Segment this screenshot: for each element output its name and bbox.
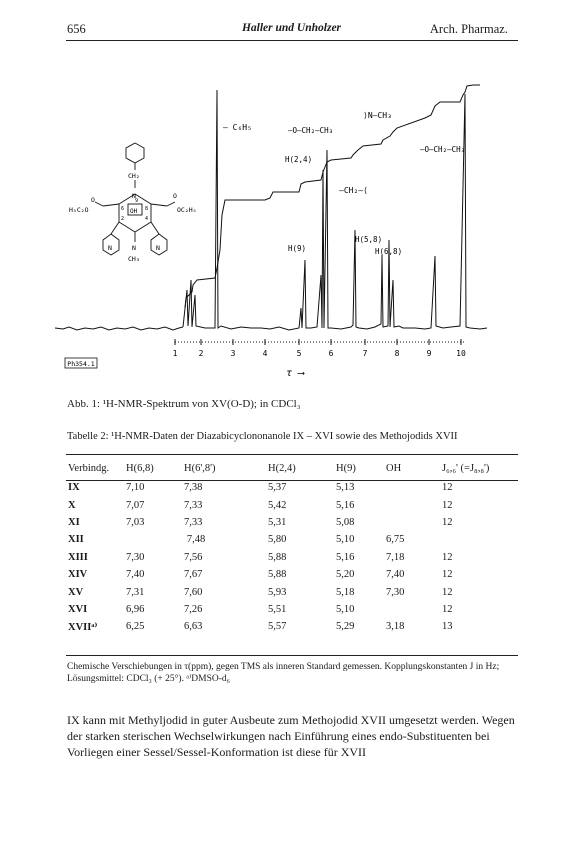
col-header-j: J₆,₆' (=J₈,₈') [442,462,490,474]
table-cell: 5,18 [336,586,355,598]
tau-axis [175,339,465,345]
tick-label: 8 [394,349,400,358]
tick-label: 2 [198,349,204,358]
nmr-data-table [66,457,518,636]
nmr-spectrum-figure [55,80,495,390]
struct-n-py-right: N [156,244,160,252]
table-cell: 5,57 [268,621,287,633]
table-cell: 3,18 [386,621,405,633]
struct-et-left: H₅C₂O [69,206,89,214]
table-cell: 5,13 [336,482,355,494]
table-row [66,496,518,513]
table-cell: 7,30 [386,586,405,598]
table-row [66,514,518,531]
tau-axis-ticks [173,349,466,358]
struct-et-right: OC₂H₅ [177,206,197,214]
table-cell: 7,18 [386,551,405,563]
page-number: 656 [67,22,86,36]
table-cell: 7,31 [126,586,145,598]
struct-oh: OH [130,208,138,215]
table-cell: 7,03 [126,516,145,528]
figure-caption: Abb. 1: ¹H-NMR-Spektrum von XV(O-D); in CDCl₃ [67,398,301,410]
table-cell-compound: XVIIᵃ⁾ [68,621,98,633]
col-header-h24: H(2,4) [268,462,296,474]
table-row [66,583,518,600]
table-cell: 5,80 [268,534,287,546]
tau-axis-label: τ ⟶ [285,368,305,379]
col-header-h68: H(6,8) [126,462,154,474]
table-cell [384,496,440,513]
struct-num9: 9 [135,198,139,204]
table-cell: 6,25 [126,621,145,633]
struct-ch3: CH₃ [128,255,140,263]
body-paragraph: IX kann mit Methyljodid in guter Ausbeute zum Methojodid XVII umgesetzt werden. Wegen der starken sterischen Wechselwirkungen nach Einführung eines endo-Substituenten bei Vorliegen einer Sessel/Sessel-Konformation ist diese für XVII [67,713,515,759]
header-rule [66,40,518,41]
table-cell: 7,07 [126,499,145,511]
table-cell [384,514,440,531]
table-cell: 7,56 [184,551,203,563]
peak-label-och2ch3-b: –O–CH₂–CH₃ [420,145,466,154]
table-bottom-rule [66,655,518,656]
struct-num6: 6 [121,206,125,212]
tick-label: 3 [230,349,236,358]
table-cell-compound: IX [68,482,80,494]
table-cell: 12 [442,482,453,494]
table-row [66,566,518,583]
table-cell: 5,31 [268,516,287,528]
peak-label-h24: H(2,4) [285,155,313,164]
table-row [66,531,518,548]
table-cell: 12 [442,586,453,598]
running-title: Haller und Unholzer [241,22,342,34]
table-cell: 7,10 [126,482,145,494]
table-cell: 7,38 [184,482,203,494]
table-cell: 5,10 [336,534,355,546]
struct-num8: 8 [145,206,149,212]
table-footnote: Chemische Verschiebungen in τ(ppm), gegen TMS als inneren Standard gemessen. Kopplungskonstanten J in Hz; Lösungsmittel: CDCl₃ (+ 25°). ᵃ⁾DMSO-d₆ [67,662,500,684]
table-row [66,549,518,566]
tick-label: 9 [426,349,432,358]
table-cell: 7,30 [126,551,145,563]
table-cell: 5,29 [336,621,355,633]
peak-label-ch2: –CH₂–⟨ [339,186,368,195]
journal-name: Arch. Pharmaz. [429,22,508,36]
table-cell-compound: XI [68,516,80,528]
table-cell: 5,16 [336,499,355,511]
table-top-rule [66,454,518,455]
peak-label-h68: H(6,8) [375,247,403,256]
table-cell: 12 [442,516,453,528]
table-cell: 7,40 [126,569,145,581]
table-row [66,479,518,496]
peak-label-c6h5: – C₆H₅ [223,123,252,132]
table-cell: 7,67 [184,569,203,581]
table-cell: 12 [442,603,453,615]
col-header-h68-prime: H(6',8') [184,462,216,474]
table-cell: 13 [442,621,453,633]
tick-label: 5 [296,349,302,358]
table-cell: 6,63 [184,621,203,633]
table-cell: 6,75 [386,534,405,546]
spectrum-baseline [55,327,183,330]
tick-label: 10 [456,349,466,358]
table-cell: 5,16 [336,551,355,563]
table-title: Tabelle 2: ¹H-NMR-Daten der Diazabicyclononanole IX – XVI sowie des Methojodids XVII [67,431,458,442]
struct-o-left: O [91,196,95,204]
table-row [66,601,518,618]
table-cell: 12 [442,499,453,511]
table-cell: 5,20 [336,569,355,581]
struct-n-py-left: N [108,244,112,252]
struct-n-bottom: N [132,244,136,252]
table-cell-compound: XII [68,534,84,546]
table-cell: 5,51 [268,603,287,615]
table-cell-compound: XV [68,586,84,598]
col-header-compound: Verbindg. [68,462,110,474]
tick-label: 4 [262,349,268,358]
table-cell [384,601,440,618]
table-header-row [66,457,518,479]
structure-labels [69,172,197,263]
table-cell: 5,88 [268,551,287,563]
table-cell: 7,26 [184,603,203,615]
table-cell: 7,33 [184,516,203,528]
table-cell: 12 [442,551,453,563]
table-cell: 5,93 [268,586,287,598]
struct-o-right: O [173,192,177,200]
struct-n-top: N [132,192,136,200]
table-cell-compound: X [68,499,76,511]
table-cell-compound: XVI [68,603,88,615]
tick-label: 1 [172,349,178,358]
table-cell: 12 [442,569,453,581]
peak-label-och2ch3-a: –O–CH₂–CH₃ [288,126,334,135]
table-cell-compound: XIV [68,569,88,581]
struct-num2: 2 [121,216,125,222]
table-cell: 5,37 [268,482,287,494]
table-cell [384,479,440,496]
table-body [66,479,518,636]
tick-label: 6 [328,349,334,358]
table-cell: 5,08 [336,516,355,528]
col-header-h9: H(9) [336,462,356,474]
peak-label-h58: H(5,8) [355,235,383,244]
tick-label: 7 [362,349,368,358]
table-cell: 7,60 [184,586,203,598]
table-cell: 5,42 [268,499,287,511]
table-cell: 5,88 [268,569,287,581]
col-header-oh: OH [386,462,402,474]
table-cell: 7,48 [186,534,206,546]
struct-ch2: CH₂ [128,172,140,180]
table-cell: 6,96 [126,603,145,615]
table-cell: 7,40 [386,569,405,581]
figure-id-label: Ph354.1 [67,360,95,368]
peak-label-h9: H(9) [288,244,307,253]
table-row [66,618,518,635]
table-cell-compound: XIII [68,551,88,563]
peak-label-nch3: ⟩N–CH₃ [363,111,392,120]
struct-num4: 4 [145,216,149,222]
table-cell [440,531,518,548]
table-cell: 5,10 [336,603,355,615]
table-cell: 7,33 [184,499,203,511]
